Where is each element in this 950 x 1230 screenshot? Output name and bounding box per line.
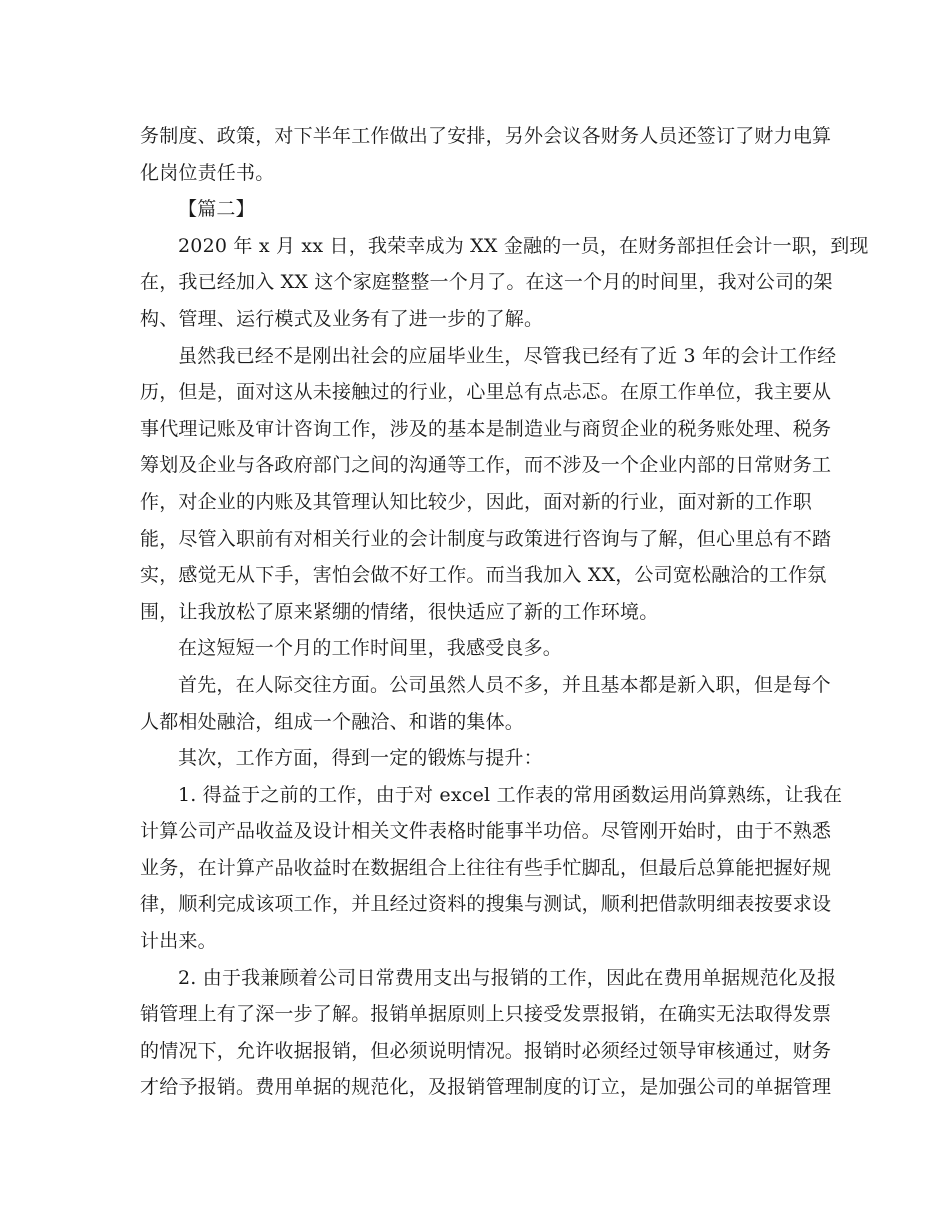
text-line: 构、管理、运行模式及业务有了进一步的了解。	[140, 307, 544, 330]
text-line: 才给予报销。费用单据的规范化，及报销管理制度的订立，是加强公司的单据管理	[140, 1076, 832, 1099]
list-item-paragraph	[140, 960, 837, 1106]
paragraph	[140, 338, 837, 631]
document-page	[140, 118, 869, 1106]
paragraph	[140, 667, 831, 740]
section-heading	[140, 191, 812, 228]
text-line: 2. 由于我兼顾着公司日常费用支出与报销的工作，因此在费用单据规范化及报	[178, 966, 837, 989]
text-line: 计出来。	[140, 930, 217, 953]
text-line: 在，我已经加入 XX 这个家庭整整一个月了。在这一个月的时间里，我对公司的架	[140, 271, 833, 294]
text-line: 化岗位责任书。	[140, 161, 275, 184]
text-line: 在这短短一个月的工作时间里，我感受良多。	[178, 637, 563, 660]
paragraph	[140, 740, 812, 777]
text-line: 事代理记账及审计咨询工作，涉及的基本是制造业与商贸企业的税务账处理、税务	[140, 417, 832, 440]
text-line: 人都相处融洽，组成一个融洽、和谐的集体。	[140, 710, 525, 733]
text-line: 首先，在人际交往方面。公司虽然人员不多，并且基本都是新入职，但是每个	[178, 673, 831, 696]
paragraph	[140, 228, 869, 338]
text-line: 的情况下，允许收据报销，但必须说明情况。报销时必须经过领导审核通过，财务	[140, 1039, 832, 1062]
text-line: 务制度、政策，对下半年工作做出了安排，另外会议各财务人员还签订了财力电算	[140, 125, 832, 147]
text-line: 2020 年 x 月 xx 日，我荣幸成为 XX 金融的一员，在财务部担任会计一职，到现	[178, 234, 869, 257]
text-line: 虽然我已经不是刚出社会的应届毕业生，尽管我已经有了近 3 年的会计工作经	[178, 344, 837, 367]
section-heading-text: 【篇二】	[178, 198, 255, 221]
text-line: 作，对企业的内账及其管理认知比较少，因此，面对新的行业，面对新的工作职	[140, 490, 813, 513]
text-line: 律，顺利完成该项工作，并且经过资料的搜集与测试，顺利把借款明细表按要求设	[140, 893, 832, 916]
text-line: 实，感觉无从下手，害怕会做不好工作。而当我加入 XX，公司宽松融洽的工作氛	[140, 564, 827, 587]
text-line: 销管理上有了深一步了解。报销单据原则上只接受发票报销，在确实无法取得发票	[140, 1003, 832, 1026]
text-line: 围，让我放松了原来紧绷的情绪，很快适应了新的工作环境。	[140, 600, 659, 623]
text-line: 其次，工作方面，得到一定的锻炼与提升：	[178, 747, 543, 770]
paragraph	[140, 118, 832, 191]
text-line: 业务，在计算产品收益时在数据组合上往往有些手忙脚乱，但最后总算能把握好规	[140, 856, 832, 879]
text-line: 1. 得益于之前的工作，由于对 excel 工作表的常用函数运用尚算熟练，让我在	[178, 783, 843, 806]
text-line: 计算公司产品收益及设计相关文件表格时能事半功倍。尽管刚开始时，由于不熟悉	[140, 820, 832, 843]
paragraph	[140, 630, 812, 667]
text-line: 历，但是，面对这从未接触过的行业，心里总有点忐忑。在原工作单位，我主要从	[140, 381, 832, 404]
text-line: 能，尽管入职前有对相关行业的会计制度与政策进行咨询与了解，但心里总有不踏	[140, 527, 832, 550]
list-item-paragraph	[140, 777, 843, 960]
text-line: 筹划及企业与各政府部门之间的沟通等工作，而不涉及一个企业内部的日常财务工	[140, 454, 832, 477]
